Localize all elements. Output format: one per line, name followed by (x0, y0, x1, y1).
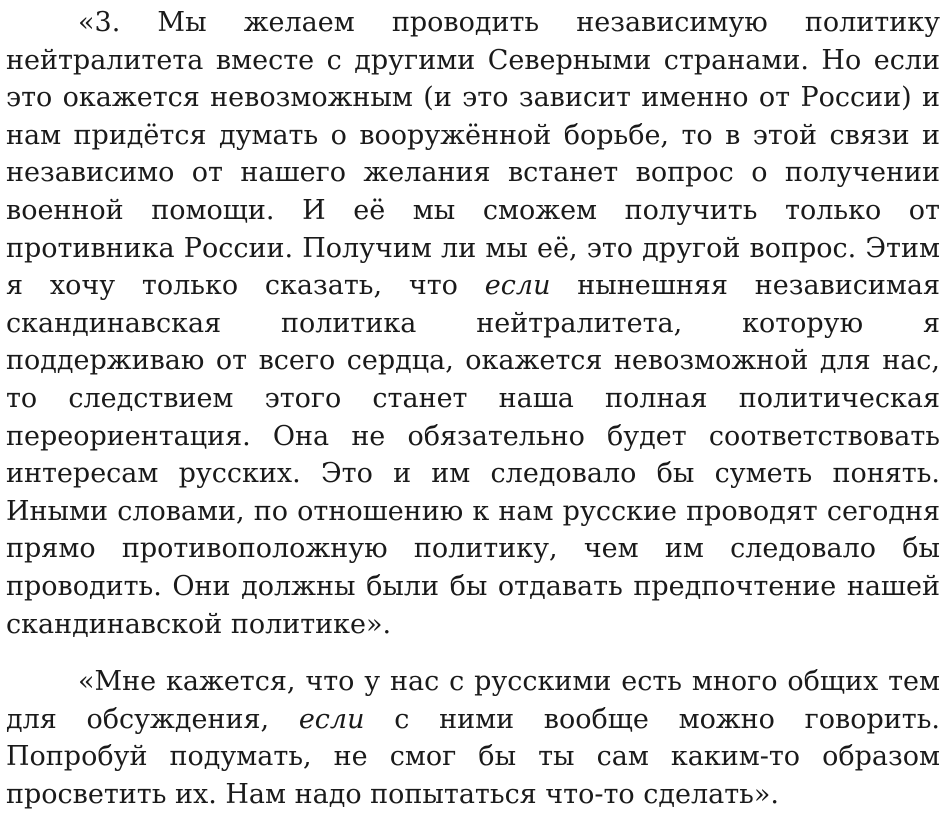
paragraph-2-text-end: с ними вообще можно говорить. Попробуй подумать, не смог бы ты сам каким-то образом просветить их. Нам надо попытаться что-то сделать». (6, 703, 940, 810)
paragraph-2 (6, 663, 940, 813)
paragraph-1 (6, 4, 940, 643)
document-page (6, 4, 940, 813)
paragraph-1-text-start: «3. Мы желаем проводить независимую политику нейтралитета вместе с другими Северными странами. Но если это окажется невозможным (и это зависит именно от России) и нам придётся думать о вооружённой борьбе, то в этой связи и независимо от нашего желания встанет вопрос о получении военной помощи. И её мы сможем получить только от противника России. Получим ли мы её, это другой вопрос. Этим я хочу только сказать, что (6, 7, 940, 302)
paragraph-1-text-end: нынешняя независимая скандинавская политика нейтралитета, которую я поддерживаю от всего сердца, окажется невозможной для нас, то следствием этого станет наша полная политическая переориентация. Она не обязательно будет соответствовать интересам русских. Это и им следовало бы суметь понять. Иными словами, по отношению к нам русские проводят сегодня прямо противоположную политику, чем им следовало бы проводить. Они должны были бы отдавать предпочтение нашей скандинавской политике». (6, 270, 940, 640)
paragraph-2-italic-word: если (298, 703, 365, 735)
paragraph-1-italic-word: если (484, 270, 551, 302)
paragraph-2-text-start: «Мне кажется, что у нас с русскими есть много общих тем для обсуждения, (6, 666, 940, 735)
